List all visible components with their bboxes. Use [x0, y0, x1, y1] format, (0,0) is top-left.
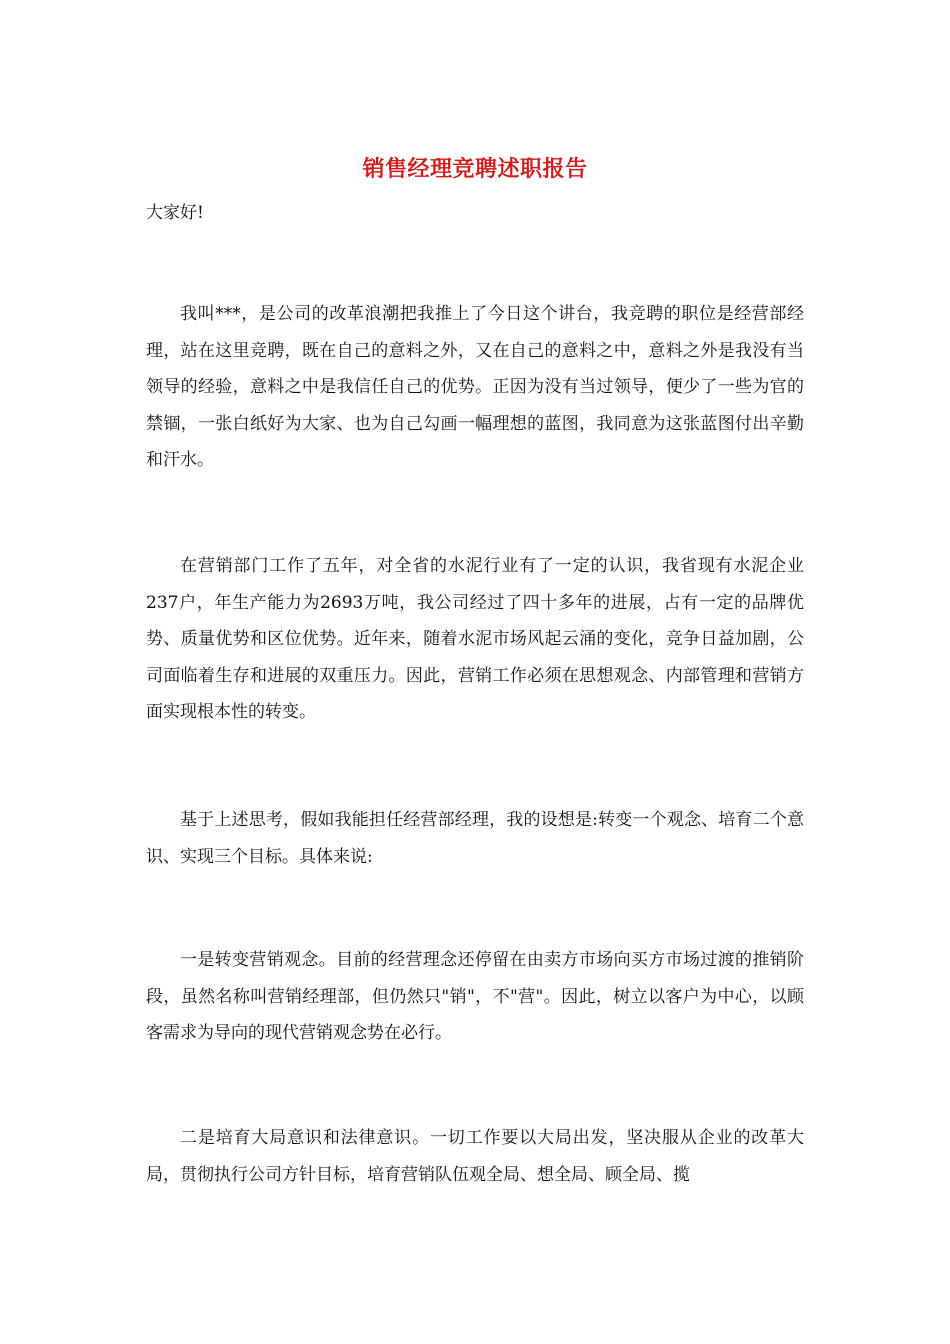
greeting-text: 大家好!: [146, 203, 204, 223]
paragraph-plan-overview: 基于上述思考，假如我能担任经营部经理，我的设想是:转变一个观念、培育二个意识、实现三个目标。具体来说:: [146, 810, 804, 867]
paragraph-introduction: 我叫***，是公司的改革浪潮把我推上了今日这个讲台，我竞聘的职位是经营部经理，站在这里竞聘，既在自己的意料之外，又在自己的意料之中，意料之外是我没有当领导的经验，意料之中是我信任自己的优势。正因为没有当过领导，便少了一些为官的禁锢，一张白纸好为大家、也为自己勾画一幅理想的蓝图，我同意为这张蓝图付出辛勤和汗水。: [146, 304, 804, 470]
paragraph-point-one: 一是转变营销观念。目前的经营理念还停留在由卖方市场向买方市场过渡的推销阶段，虽然名称叫营销经理部，但仍然只"销"，不"营"。因此，树立以客户为中心，以顾客需求为导向的现代营销观念势在必行。: [146, 950, 804, 1043]
paragraph-background: 在营销部门工作了五年，对全省的水泥行业有了一定的认识，我省现有水泥企业237户，年生产能力为2693万吨，我公司经过了四十多年的进展，占有一定的品牌优势、质量优势和区位优势。近年来，随着水泥市场风起云涌的变化，竞争日益加剧，公司面临着生存和进展的双重压力。因此，营销工作必须在思想观念、内部管理和营销方面实现根本性的转变。: [146, 556, 804, 722]
document-title: 销售经理竞聘述职报告: [362, 156, 588, 182]
paragraph-point-two: 二是培育大局意识和法律意识。一切工作要以大局出发，坚决服从企业的改革大局，贯彻执行公司方针目标，培育营销队伍观全局、想全局、顾全局、揽: [146, 1128, 804, 1185]
